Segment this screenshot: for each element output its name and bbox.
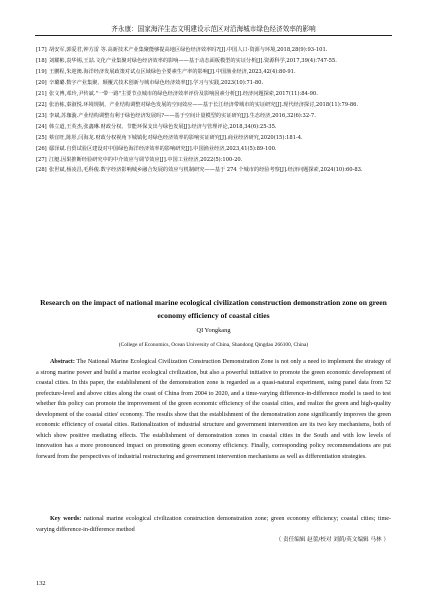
reference-number: [17] (36, 47, 47, 53)
abstract (36, 357, 391, 462)
reference-item (36, 156, 391, 164)
reference-number: [24] (36, 123, 47, 130)
abstract-text: The National Marine Ecological Civilization Construction Demonstration Zone is not only a need to implement the strategy of a strong marine power and build a marine ecological civilization, but also a powerful initiative to promote the green economic development of coastal cities. In this paper, the establishment of the demonstration zone is regarded as a quasi-natural experiment, using panel data from 52 prefecture-level and above cities along the coast of China from 2004 to 2020, and a time-varying difference-in-difference model is used to test whether this policy can promote the improvement of the green economic efficiency of the coastal cities, and realize the green and high-quality development of the coastal cities' economy. The results show that the establishment of the demonstration zone significantly improves the green economic efficiency of coastal cities. Rationalization of industrial structure and government intervention are its two key mechanisms, both of which show positive mediating effects. The establishment of demonstration zones in coastal cities in the South and with low levels of innovation has a more pronounced impact on promoting green economy efficiency. Finally, corresponding policy recommendations are put forward from the perspectives of industrial restructuring and government intervention mechanisms as well as differentiation strategies. (36, 359, 391, 460)
keywords-label: Key words: (50, 516, 82, 522)
reference-item (36, 68, 391, 76)
reference-text: 刘耀彬,袁华锡,王喆.文化产业集聚对绿色经济效率的影响——基于动态面板模型的实证分析[J].资源科学,2017,39(4):747-55. (49, 57, 337, 64)
reference-item (36, 123, 391, 131)
reference-text: 张世斌,杨凌昌,毛科俊.数字经济影响城乡融合发展的效应与机制研究——基于 274 个城市的经验考察[J].经济问题探索,2024(10):60-83. (49, 167, 363, 174)
reference-number: [23] (36, 112, 47, 119)
running-header: 齐永康：国家海洋生态文明建设示范区对沿海城市绿色经济效率的影响 (35, 24, 392, 36)
reference-text: 张文博,邓玲,尹传斌."一带一路"主要节点城市的绿色经济效率评价及影响因素分析[J].经济问题探索,2017(11):84-90. (49, 90, 318, 97)
english-title: Research on the impact of national marine ecological civilization construction demonstration zone on green economy efficiency of coastal cities (40, 298, 387, 320)
reference-number: [19] (36, 68, 47, 75)
reference-number: [26] (36, 145, 47, 152)
reference-text: 鄢泽斌.自贸试验区建设对中国绿色海洋经济效率的影响研究[J].中国渔业经济,2023,41(5):89-100. (49, 145, 277, 152)
reference-item (36, 134, 391, 142)
keywords-text: national marine ecological civilization construction demonstration zone; green economy efficiency; coastal cities; time-varying difference-in-difference method (36, 516, 391, 533)
reference-text: 江艇.因果推断经验研究中的中介效应与调节效应[J].中国工业经济,2022(5):100-20. (49, 156, 243, 163)
reference-number: [28] (36, 167, 47, 174)
reference-item (36, 46, 391, 54)
reference-item (36, 90, 391, 98)
reference-item (36, 57, 391, 65)
reference-text: 韩立道,王英杰,张鑫琳.财政分权、节能环保支出与绿色发展[J].经济与管理评论,2018,34(6):25-35. (49, 123, 277, 130)
reference-item (36, 79, 391, 87)
keywords (36, 514, 391, 535)
reference-text: 张治栋,秦淑悦.环境规制、产业结构调整对绿色发展的空间效应——基于长江经济带城市的实证研究[J].现代经济探讨,2018(11):79-86. (49, 101, 359, 108)
reference-item (36, 145, 391, 153)
reference-number: [27] (36, 156, 47, 163)
reference-text: 辛璐璐.数字产业集聚、颠覆式技术创新与城市绿色经济效率[J].学习与实践,2023(10):71-80. (49, 79, 264, 86)
reference-number: [25] (36, 134, 47, 141)
author-name: QI Yongkang (196, 327, 231, 334)
reference-text: 蔡宜旺,陈彤,闫海龙.财政分权视角下城镇化对绿色经济效率的影响实证研究[J].商业经济研究,2020(15):181-4. (49, 134, 303, 141)
reference-text: 胡安军,郭爱君,钟方雷 等.高新技术产业集聚能够提高地区绿色经济效率吗?[J].中国人口·资源与环境,2018,28(9):93-101. (49, 47, 328, 53)
reference-text: 李斌,苏珈漩.产业结构调整有利于绿色经济发展吗?——基于空间计量模型的实证研究[J].生态经济,2016,32(6):32-7. (49, 112, 316, 119)
reference-number: [21] (36, 90, 47, 97)
editor-note: （ 责任编辑 赵蕾/校对 刘荫/英文编辑 马林 ） (275, 537, 389, 543)
reference-item (36, 112, 391, 120)
abstract-label: Abstract: (50, 359, 75, 365)
author-affiliation: (College of Economics, Ocean University of China, Shandong Qingdao 266100, China) (118, 342, 309, 348)
reference-item (36, 101, 391, 109)
reference-number: [20] (36, 79, 47, 86)
reference-list (36, 46, 391, 177)
reference-text: 王鹏程,朱迎澳.海洋经济发展政策对试点区域绿色全要素生产率的影响[J].中国渔业经济,2023,42(4):80-91. (49, 68, 296, 75)
page-number: 132 (36, 580, 46, 587)
reference-item (36, 166, 391, 174)
reference-number: [22] (36, 101, 47, 108)
reference-number: [18] (36, 57, 47, 64)
